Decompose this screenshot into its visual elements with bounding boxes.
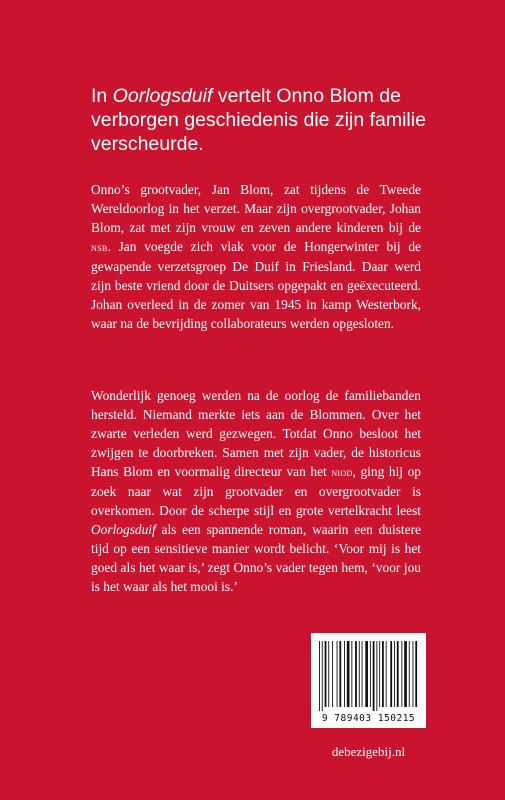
barcode-bar [328, 641, 329, 707]
barcode-bars-icon [317, 641, 420, 711]
paragraph-2-text-b: , ging hij op zoek naar wat zijn grootvader en overgrootvader is overkomen. Door de scherpe stijl en grote vertelkracht leest [91, 464, 421, 518]
barcode-bar [359, 641, 360, 707]
headline-book-title: Oorlogsduif [112, 85, 213, 107]
paragraph-2-book-title: Oorlogsduif [91, 522, 156, 537]
nsb-abbreviation: nsb [91, 240, 108, 254]
barcode-bar [394, 641, 395, 707]
blurb-paragraph-2 [91, 386, 421, 596]
paragraph-1-text-a: Onno’s grootvader, Jan Blom, zat tijdens de Tweede Wereldoorlog in het verzet. Maar zijn overgrootvader, Johan Blom, zat met zijn vrouw en zeven andere kinderen bij de [91, 182, 421, 235]
publisher-url: debezigebij.nl [331, 744, 406, 759]
barcode-bar [409, 641, 410, 707]
barcode-bar [339, 641, 341, 707]
barcode-bar [325, 641, 327, 707]
paragraph-2-text-c: als een spannende roman, waarin een duistere tijd op een sensitieve manier wordt belicht. ‘Voor mij is het goed als het waar is,’ zegt Onno’s vader tegen hem, ‘voor jou is het waar als het mooi is.’ [91, 522, 421, 594]
headline-prefix: In [91, 85, 113, 107]
barcode-bar [382, 641, 384, 707]
blurb-paragraph-1 [91, 180, 421, 333]
isbn-number: 9 789403 150215 [321, 713, 416, 724]
barcode-bar [370, 641, 371, 707]
headline [91, 84, 441, 156]
barcode-bar [322, 641, 323, 711]
barcode-bar [332, 641, 333, 707]
barcode-bar [376, 641, 377, 711]
barcode-bar [390, 641, 392, 707]
barcode-bar [355, 641, 357, 707]
barcode-bar [404, 641, 407, 707]
barcode-bar [347, 641, 350, 707]
barcode-bar [373, 641, 375, 711]
barcode-bar [401, 641, 402, 707]
barcode-bar [379, 641, 380, 707]
barcode-bar [344, 641, 345, 707]
barcode-bar [397, 641, 399, 707]
barcode-bar [337, 641, 338, 707]
barcode-bar [362, 641, 363, 707]
barcode-bar [413, 641, 414, 707]
paragraph-1-text-b: . Jan voegde zich vlak voor de Hongerwinter bij de gewapende verzetsgroep De Duif in Friesland. Daar werd zijn beste vriend door de Duitsers opgepakt en geëxecuteerd. Johan overleed in de zomer van 1945 in kamp Westerbork, waar na de bevrijding collaborateurs werden opgesloten. [91, 239, 421, 331]
barcode-bar [365, 641, 368, 707]
barcode-bar [415, 641, 417, 707]
headline-suffix: vertelt Onno Blom de verborgen geschiedenis die zijn familie verscheurde. [91, 85, 426, 155]
barcode [311, 633, 426, 728]
niod-abbreviation: niod [331, 465, 353, 479]
paragraph-2-text-a: Wonderlijk genoeg werden na de oorlog de familiebanden hersteld. Niemand merkte iets aan de Blommen. Over het zwarte verleden werd gezwegen. Totdat Onno besloot het zwijgen te doorbreken. Samen met zijn vader, de historicus Hans Blom en voormalig directeur van het [91, 388, 421, 479]
barcode-bar [319, 641, 320, 711]
barcode-bar [351, 641, 352, 707]
barcode-bar [386, 641, 387, 707]
